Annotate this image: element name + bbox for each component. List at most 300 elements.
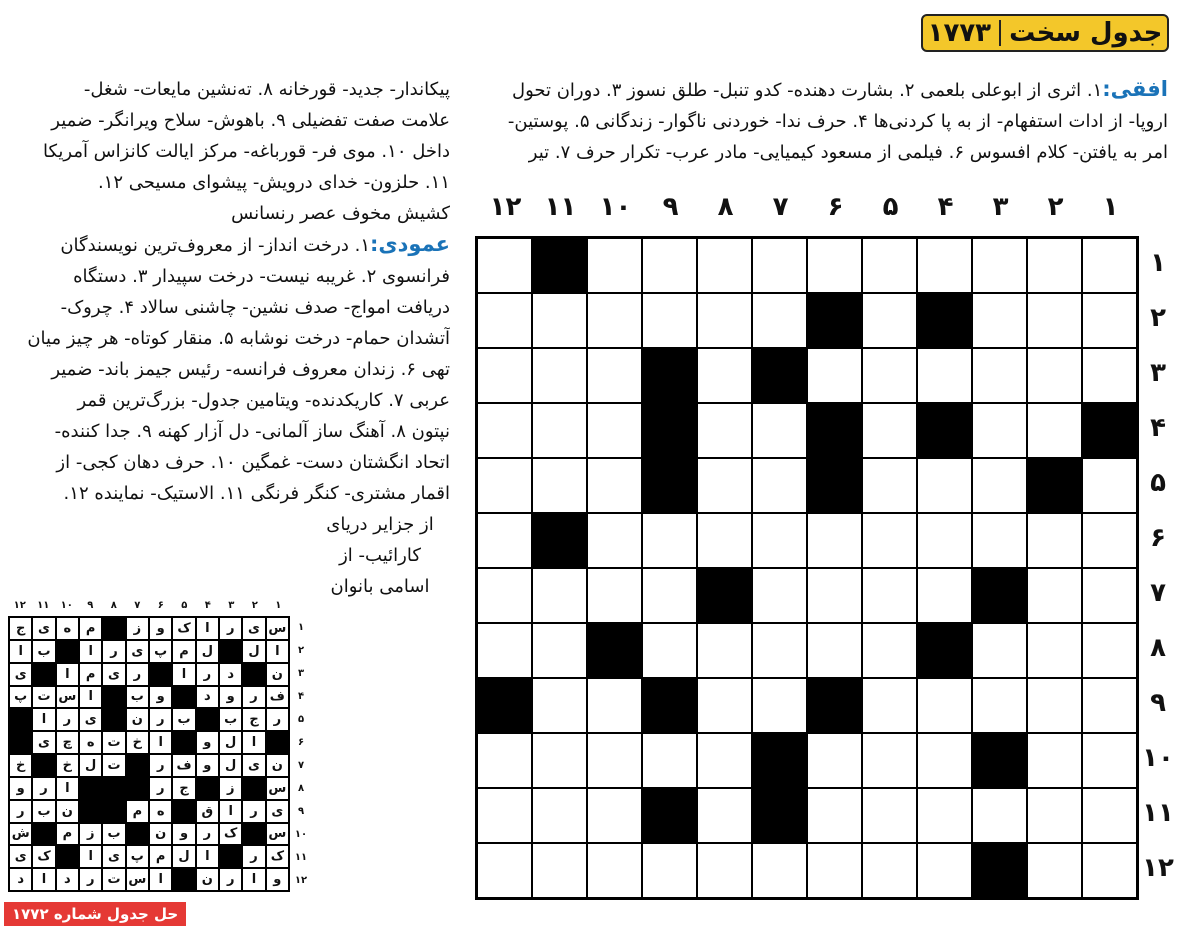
clue-line bbox=[6, 292, 450, 323]
empty-cell bbox=[532, 293, 587, 348]
empty-cell bbox=[917, 843, 972, 898]
empty-cell bbox=[697, 403, 752, 458]
empty-cell bbox=[807, 513, 862, 568]
clue-line bbox=[6, 478, 450, 509]
solution-letter: س bbox=[266, 777, 289, 800]
empty-cell bbox=[1082, 843, 1137, 898]
solution-letter: ا bbox=[56, 663, 79, 686]
solution-black-cell bbox=[266, 731, 289, 754]
column-number: ۸ bbox=[717, 192, 734, 222]
solution-letter: ا bbox=[79, 845, 102, 868]
empty-cell bbox=[917, 348, 972, 403]
black-cell bbox=[752, 348, 807, 403]
solution-column-number: ۱ bbox=[275, 600, 282, 611]
solution-row-number: ۱۲ bbox=[294, 875, 308, 886]
title-word: جدول سخت bbox=[1009, 18, 1163, 48]
solution-letter: ن bbox=[56, 800, 79, 823]
solution-letter: ر bbox=[196, 663, 219, 686]
empty-cell bbox=[532, 733, 587, 788]
empty-cell bbox=[477, 733, 532, 788]
empty-cell bbox=[972, 513, 1027, 568]
empty-cell bbox=[587, 733, 642, 788]
solution-letter: ر bbox=[79, 868, 102, 891]
empty-cell bbox=[862, 678, 917, 733]
solution-letter: ر bbox=[56, 708, 79, 731]
solution-letter: ج bbox=[242, 708, 265, 731]
crossword-grid bbox=[475, 236, 1139, 900]
horizontal-label: افقی: bbox=[1102, 77, 1168, 101]
empty-cell bbox=[917, 238, 972, 293]
solution-letter: ر bbox=[219, 617, 242, 640]
solution-letter: ر bbox=[126, 663, 149, 686]
solution-letter: م bbox=[126, 800, 149, 823]
title-number: ۱۷۷۳ bbox=[927, 18, 992, 48]
empty-cell bbox=[917, 568, 972, 623]
solution-letter: ک bbox=[266, 845, 289, 868]
solution-black-cell bbox=[196, 777, 219, 800]
clue-text: کارائیب- از bbox=[339, 545, 421, 566]
solution-letter: ر bbox=[266, 708, 289, 731]
empty-cell bbox=[752, 623, 807, 678]
column-number: ۳ bbox=[992, 192, 1009, 222]
solution-letter: ب bbox=[102, 823, 125, 846]
solution-black-cell bbox=[126, 754, 149, 777]
empty-cell bbox=[972, 678, 1027, 733]
solution-black-cell bbox=[242, 777, 265, 800]
empty-cell bbox=[752, 458, 807, 513]
column-number: ۶ bbox=[827, 192, 844, 222]
solution-letter: ه bbox=[79, 731, 102, 754]
solution-letter: چ bbox=[56, 731, 79, 754]
black-cell bbox=[532, 513, 587, 568]
empty-cell bbox=[972, 788, 1027, 843]
empty-cell bbox=[532, 843, 587, 898]
empty-cell bbox=[972, 348, 1027, 403]
solution-letter: ی bbox=[102, 845, 125, 868]
solution-letter: د bbox=[9, 868, 32, 891]
empty-cell bbox=[1027, 623, 1082, 678]
solution-column-number: ۶ bbox=[157, 600, 164, 611]
black-cell bbox=[642, 458, 697, 513]
solution-letter: ن bbox=[196, 868, 219, 891]
clue-line bbox=[6, 416, 450, 447]
solution-letter: ن bbox=[149, 823, 172, 846]
solution-letter: ا bbox=[32, 868, 55, 891]
empty-cell bbox=[697, 788, 752, 843]
empty-cell bbox=[697, 513, 752, 568]
solution-letter: ه bbox=[56, 617, 79, 640]
solution-letter: ر bbox=[32, 777, 55, 800]
solution-letter: ا bbox=[196, 617, 219, 640]
solution-column-numbers bbox=[8, 600, 290, 611]
empty-cell bbox=[477, 238, 532, 293]
clue-text: عربی ۷. کاریکدنده- ویتامین جدول- بزرگ‌ترین قمر bbox=[77, 390, 450, 411]
solution-letter: ا bbox=[242, 868, 265, 891]
empty-cell bbox=[477, 458, 532, 513]
row-number: ۶ bbox=[1150, 523, 1166, 553]
solution-row-numbers bbox=[291, 616, 311, 892]
empty-cell bbox=[642, 568, 697, 623]
empty-cell bbox=[642, 733, 697, 788]
solution-black-cell bbox=[32, 663, 55, 686]
empty-cell bbox=[1082, 348, 1137, 403]
column-number: ۹ bbox=[662, 192, 679, 222]
empty-cell bbox=[1082, 568, 1137, 623]
row-number: ۱۲ bbox=[1142, 853, 1174, 883]
solution-letter: خ bbox=[9, 754, 32, 777]
row-number: ۱۰ bbox=[1142, 743, 1174, 773]
solution-letter: ب bbox=[172, 708, 195, 731]
solution-letter: د bbox=[196, 686, 219, 709]
black-cell bbox=[752, 788, 807, 843]
column-numbers bbox=[478, 192, 1138, 222]
column-number: ۵ bbox=[882, 192, 899, 222]
solution-black-cell bbox=[172, 686, 195, 709]
solution-letter: س bbox=[126, 868, 149, 891]
solution-black-cell bbox=[242, 663, 265, 686]
solution-letter: س bbox=[266, 617, 289, 640]
solution-black-cell bbox=[9, 708, 32, 731]
solution-letter: ن bbox=[266, 754, 289, 777]
solution-letter: ا bbox=[79, 686, 102, 709]
solution-column-number: ۴ bbox=[204, 600, 211, 611]
solution-letter: و bbox=[149, 686, 172, 709]
empty-cell bbox=[917, 513, 972, 568]
black-cell bbox=[917, 623, 972, 678]
black-cell bbox=[972, 733, 1027, 788]
row-number: ۹ bbox=[1150, 688, 1166, 718]
solution-black-cell bbox=[242, 823, 265, 846]
clue-line bbox=[462, 106, 1168, 137]
empty-cell bbox=[477, 568, 532, 623]
title-separator bbox=[999, 20, 1001, 46]
row-number: ۲ bbox=[1150, 303, 1166, 333]
solution-column-number: ۱۲ bbox=[13, 600, 26, 611]
solution-letter: ی bbox=[102, 663, 125, 686]
solution-letter: خ bbox=[56, 754, 79, 777]
black-cell bbox=[807, 403, 862, 458]
empty-cell bbox=[477, 623, 532, 678]
solution-letter: ن bbox=[126, 708, 149, 731]
solution-column-number: ۱۱ bbox=[37, 600, 50, 611]
solution-black-cell bbox=[102, 800, 125, 823]
solution-letter: م bbox=[79, 617, 102, 640]
solution-row-number: ۷ bbox=[297, 760, 305, 771]
horizontal-clues bbox=[462, 74, 1168, 168]
solution-row-number: ۸ bbox=[297, 783, 305, 794]
solution-black-cell bbox=[32, 823, 55, 846]
solution-black-cell bbox=[126, 823, 149, 846]
clue-line bbox=[6, 385, 450, 416]
solution-black-cell bbox=[172, 731, 195, 754]
clue-text: اروپا- از ادات استفهام- از به پا کردنی‌ها ۴. حرف ندا- خوردنی ناگوار- زندگانی ۵. پوستین- bbox=[507, 111, 1168, 132]
solution-black-cell bbox=[102, 686, 125, 709]
solution-letter: ر bbox=[196, 823, 219, 846]
solution-black-cell bbox=[56, 640, 79, 663]
empty-cell bbox=[642, 513, 697, 568]
empty-cell bbox=[587, 788, 642, 843]
empty-cell bbox=[807, 788, 862, 843]
solution-letter: ل bbox=[219, 731, 242, 754]
solution-letter: ق bbox=[196, 800, 219, 823]
solution-letter: ب bbox=[32, 800, 55, 823]
empty-cell bbox=[532, 678, 587, 733]
empty-cell bbox=[697, 293, 752, 348]
empty-cell bbox=[697, 238, 752, 293]
solution-letter: ی bbox=[9, 663, 32, 686]
solution-letter: ا bbox=[9, 640, 32, 663]
empty-cell bbox=[1082, 623, 1137, 678]
empty-cell bbox=[972, 623, 1027, 678]
solution-letter: ل bbox=[79, 754, 102, 777]
row-number: ۵ bbox=[1150, 468, 1166, 498]
empty-cell bbox=[972, 458, 1027, 513]
clue-line bbox=[462, 137, 1168, 168]
solution-letter: و bbox=[172, 823, 195, 846]
empty-cell bbox=[1082, 788, 1137, 843]
empty-cell bbox=[862, 568, 917, 623]
empty-cell bbox=[1027, 348, 1082, 403]
black-cell bbox=[477, 678, 532, 733]
empty-cell bbox=[642, 238, 697, 293]
solution-letter: ج bbox=[172, 777, 195, 800]
solution-row-number: ۱۰ bbox=[294, 829, 308, 840]
solution-letter: س bbox=[56, 686, 79, 709]
black-cell bbox=[532, 238, 587, 293]
clue-line bbox=[310, 509, 450, 540]
solution-letter: ی bbox=[266, 800, 289, 823]
empty-cell bbox=[642, 843, 697, 898]
empty-cell bbox=[697, 843, 752, 898]
solution-letter: ا bbox=[149, 868, 172, 891]
clue-text: اتحاد انگشتان دست- غمگین ۱۰. حرف دهان کجی- از bbox=[56, 452, 450, 473]
clue-line: علامت صفت تفضیلی ۹. باهوش- سلاح ویرانگر- ضمیر bbox=[51, 110, 450, 131]
clue-line bbox=[6, 229, 450, 261]
empty-cell bbox=[642, 293, 697, 348]
solution-black-cell bbox=[126, 777, 149, 800]
empty-cell bbox=[862, 293, 917, 348]
empty-cell bbox=[752, 403, 807, 458]
empty-cell bbox=[752, 568, 807, 623]
solution-black-cell bbox=[219, 640, 242, 663]
black-cell bbox=[1082, 403, 1137, 458]
empty-cell bbox=[1082, 293, 1137, 348]
clue-line bbox=[6, 354, 450, 385]
empty-cell bbox=[807, 843, 862, 898]
column-number: ۴ bbox=[937, 192, 954, 222]
solution-letter: ر bbox=[149, 754, 172, 777]
vertical-label: عمودی: bbox=[369, 232, 450, 256]
solution-black-cell bbox=[219, 845, 242, 868]
clue-text: فرانسوی ۲. غریبه نیست- درخت سپیدار ۳. دستگاه bbox=[73, 266, 450, 287]
clue-text: از جزایر دریای bbox=[326, 514, 434, 535]
solution-letter: ت bbox=[32, 686, 55, 709]
empty-cell bbox=[862, 843, 917, 898]
solution-letter: ر bbox=[219, 868, 242, 891]
solution-column-number: ۳ bbox=[228, 600, 235, 611]
black-cell bbox=[807, 458, 862, 513]
empty-cell bbox=[917, 458, 972, 513]
solution-letter: و bbox=[266, 868, 289, 891]
clue-text: اسامی بانوان bbox=[330, 576, 430, 597]
black-cell bbox=[587, 623, 642, 678]
empty-cell bbox=[477, 788, 532, 843]
empty-cell bbox=[1027, 733, 1082, 788]
empty-cell bbox=[697, 623, 752, 678]
column-number: ۱۰ bbox=[599, 192, 632, 222]
solution-letter: ف bbox=[172, 754, 195, 777]
black-cell bbox=[807, 293, 862, 348]
empty-cell bbox=[1027, 403, 1082, 458]
clue-line: ۱۱. حلزون- خدای درویش- پیشوای مسیحی ۱۲. bbox=[97, 172, 450, 193]
solution-letter: ا bbox=[32, 708, 55, 731]
solution-letter: ا bbox=[219, 800, 242, 823]
empty-cell bbox=[752, 843, 807, 898]
solution-letter: ر bbox=[149, 777, 172, 800]
clue-line bbox=[310, 540, 450, 571]
solution-column-number: ۲ bbox=[251, 600, 258, 611]
solution-letter: پ bbox=[9, 686, 32, 709]
solution-letter: ا bbox=[149, 731, 172, 754]
solution-letter: ی bbox=[242, 754, 265, 777]
solution-letter: ر bbox=[102, 640, 125, 663]
clue-line bbox=[310, 571, 450, 602]
empty-cell bbox=[972, 238, 1027, 293]
empty-cell bbox=[477, 843, 532, 898]
clue-line: داخل ۱۰. موی فر- قورباغه- مرکز ایالت کانزاس آمریکا bbox=[42, 141, 450, 162]
empty-cell bbox=[917, 788, 972, 843]
solution-black-cell bbox=[79, 777, 102, 800]
solution-letter: پ bbox=[149, 640, 172, 663]
empty-cell bbox=[1082, 733, 1137, 788]
clue-text: اقمار مشتری- کنگر فرنگی ۱۱. الاستیک- نماینده ۱۲. bbox=[63, 483, 450, 504]
empty-cell bbox=[917, 733, 972, 788]
solution-letter: ز bbox=[219, 777, 242, 800]
column-number: ۷ bbox=[772, 192, 789, 222]
solution-black-cell bbox=[56, 845, 79, 868]
solution-row-number: ۵ bbox=[297, 714, 305, 725]
solution-black-cell bbox=[102, 708, 125, 731]
solution-column-number: ۸ bbox=[110, 600, 117, 611]
row-number: ۱ bbox=[1150, 248, 1166, 278]
solution-black-cell bbox=[172, 800, 195, 823]
black-cell bbox=[752, 733, 807, 788]
empty-cell bbox=[972, 293, 1027, 348]
solution-letter: ی bbox=[126, 640, 149, 663]
empty-cell bbox=[642, 623, 697, 678]
empty-cell bbox=[1027, 238, 1082, 293]
empty-cell bbox=[807, 348, 862, 403]
empty-cell bbox=[477, 403, 532, 458]
empty-cell bbox=[752, 293, 807, 348]
solution-letter: ف bbox=[266, 686, 289, 709]
solution-letter: م bbox=[79, 663, 102, 686]
solution-grid bbox=[8, 616, 290, 892]
solution-letter: ی bbox=[242, 617, 265, 640]
solution-letter: ن bbox=[266, 663, 289, 686]
solution-letter: ب bbox=[219, 708, 242, 731]
solution-letter: پ bbox=[126, 845, 149, 868]
solution-letter: ک bbox=[172, 617, 195, 640]
solution-letter: خ bbox=[126, 731, 149, 754]
solution-row-number: ۶ bbox=[297, 737, 305, 748]
solution-letter: ا bbox=[196, 845, 219, 868]
solution-letter: و bbox=[219, 686, 242, 709]
empty-cell bbox=[587, 238, 642, 293]
solution-letter: م bbox=[172, 640, 195, 663]
solution-letter: و bbox=[9, 777, 32, 800]
solution-row-number: ۱ bbox=[297, 622, 305, 633]
empty-cell bbox=[697, 458, 752, 513]
empty-cell bbox=[862, 403, 917, 458]
solution-letter: ل bbox=[242, 640, 265, 663]
column-number: ۱۲ bbox=[489, 192, 522, 222]
empty-cell bbox=[807, 238, 862, 293]
empty-cell bbox=[1082, 678, 1137, 733]
empty-cell bbox=[1027, 678, 1082, 733]
black-cell bbox=[697, 568, 752, 623]
empty-cell bbox=[477, 348, 532, 403]
black-cell bbox=[917, 403, 972, 458]
solution-black-cell bbox=[172, 868, 195, 891]
clue-text: امر به یافتن- کلام افسوس ۶. فیلمی از مسعود کیمیایی- مادر عرب- تکرار حرف ۷. تیر bbox=[528, 142, 1168, 163]
black-cell bbox=[642, 678, 697, 733]
solution-letter: ل bbox=[196, 640, 219, 663]
empty-cell bbox=[917, 678, 972, 733]
empty-cell bbox=[587, 293, 642, 348]
clue-text: آتشدان حمام- درخت نوشابه ۵. منقار کوتاه- هر چیز میان bbox=[27, 328, 450, 349]
empty-cell bbox=[587, 513, 642, 568]
empty-cell bbox=[752, 238, 807, 293]
row-number: ۴ bbox=[1150, 413, 1166, 443]
empty-cell bbox=[532, 458, 587, 513]
empty-cell bbox=[862, 348, 917, 403]
solution-letter: ک bbox=[219, 823, 242, 846]
empty-cell bbox=[1027, 568, 1082, 623]
solution-letter: د bbox=[219, 663, 242, 686]
clue-text: ۱. اثری از ابوعلی بلعمی ۲. بشارت دهنده- کدو تنبل- طلق نسوز ۳. دوران تحول bbox=[511, 80, 1103, 101]
solution-letter: ب bbox=[126, 686, 149, 709]
black-cell bbox=[642, 348, 697, 403]
solution-letter: ب bbox=[32, 640, 55, 663]
empty-cell bbox=[587, 403, 642, 458]
clue-line: کشیش مخوف عصر رنسانس bbox=[231, 203, 450, 224]
solution-label: حل جدول شماره ۱۷۷۲ bbox=[4, 902, 186, 926]
empty-cell bbox=[587, 348, 642, 403]
solution-row-number: ۲ bbox=[297, 645, 305, 656]
row-number: ۱۱ bbox=[1142, 798, 1174, 828]
solution-black-cell bbox=[196, 708, 219, 731]
solution-letter: ت bbox=[102, 754, 125, 777]
empty-cell bbox=[972, 403, 1027, 458]
solution-letter: و bbox=[196, 754, 219, 777]
solution-column-number: ۹ bbox=[87, 600, 94, 611]
solution-letter: ی bbox=[32, 617, 55, 640]
empty-cell bbox=[587, 568, 642, 623]
black-cell bbox=[807, 678, 862, 733]
empty-cell bbox=[807, 733, 862, 788]
empty-cell bbox=[1027, 513, 1082, 568]
empty-cell bbox=[1027, 843, 1082, 898]
solution-letter: و bbox=[196, 731, 219, 754]
empty-cell bbox=[1027, 788, 1082, 843]
empty-cell bbox=[862, 513, 917, 568]
clue-text: دریافت امواج- صدف نشین- چاشنی سالاد ۴. چروک- bbox=[60, 297, 450, 318]
empty-cell bbox=[697, 348, 752, 403]
solution-letter: ا bbox=[172, 663, 195, 686]
solution-black-cell bbox=[102, 617, 125, 640]
solution-row-number: ۳ bbox=[297, 668, 305, 679]
